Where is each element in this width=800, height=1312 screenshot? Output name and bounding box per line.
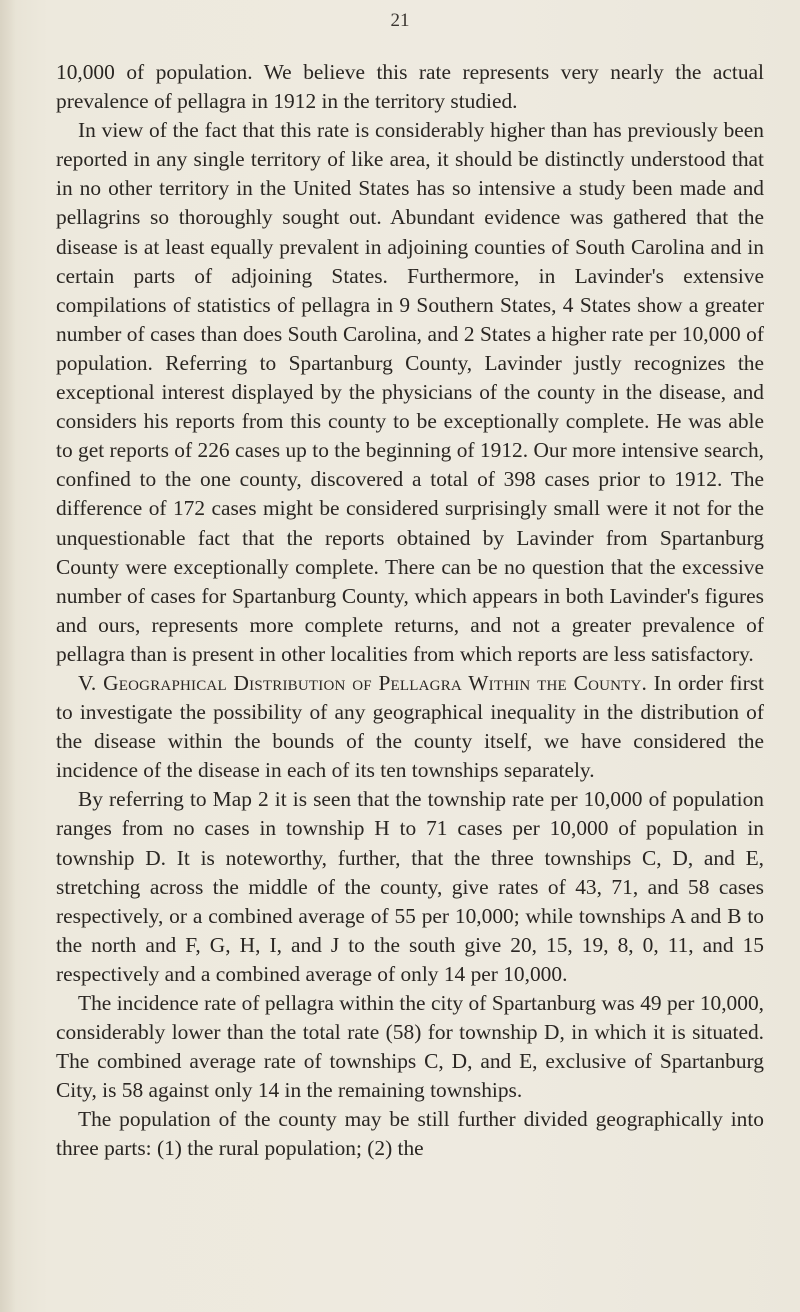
paragraph-2: In view of the fact that this rate is considerably higher than has previously been reported in any single territory of like area, it should be distinctly understood that in no other territory in the United States has so intensive a study been made and pellagrins so thoroughly sought out. Abundant evidence was gathered that the disease is at least equally prevalent in adjoining counties of South Carolina and in certain parts of adjoining States. Furthermore, in Lavinder's extensive compilations of statistics of pellagra in 9 Southern States, 4 States show a greater number of cases than does South Carolina, and 2 States a higher rate per 10,000 of population. Referring to Spartanburg County, Lavinder justly recognizes the exceptional interest displayed by the physicians of the county in the disease, and considers his reports from this county to be exceptionally complete. He was able to get reports of 226 cases up to the beginning of 1912. Our more intensive search, confined to the one county, discovered a total of 398 cases prior to 1912. The difference of 172 cases might be considered surprisingly small were it not for the unquestionable fact that the reports obtained by Lavinder from Spartanburg County were exceptionally complete. There can be no question that the excessive number of cases for Spartanburg County, which appears in both Lavinder's figures and ours, represents more complete returns, and not a greater prevalence of pellagra than is present in other localities from which reports are less satisfactory.: [56, 118, 764, 666]
section-heading: V. Geographical Distribution of Pellagra Within the County.: [78, 670, 648, 695]
paragraph-city-rate: The incidence rate of pellagra within the city of Spartanburg was 49 per 10,000, considerably lower than the total rate (58) for township D, in which it is situated. The combined average rate of townships C, D, and E, exclusive of Spartanburg City, is 58 against only 14 in the remaining townships.: [56, 991, 764, 1103]
paragraph-population: The population of the county may be still further divided geographically into three parts: (1) the rural population; (2) the: [56, 1107, 764, 1161]
paragraph-1: 10,000 of population. We believe this rate represents very nearly the actual prevalence of pellagra in 1912 in the territory studied.: [56, 60, 764, 114]
paragraph-map-rates: By referring to Map 2 it is seen that the township rate per 10,000 of population ranges from no cases in township H to 71 cases per 10,000 of population in township D. It is noteworthy, further, that the three townships C, D, and E, stretching across the middle of the county, give rates of 43, 71, and 58 cases respectively, or a combined average of 55 per 10,000; while townships A and B to the north and F, G, H, I, and J to the south give 20, 15, 19, 8, 0, 11, and 15 respectively and a combined average of only 14 per 10,000.: [56, 787, 764, 986]
body-text: [56, 58, 764, 1164]
page-edge-shadow: [0, 0, 16, 1312]
section-paragraph: [56, 669, 764, 785]
page-number: 21: [390, 10, 410, 31]
section-lead: In order first to investigate the possibility of any geographical inequality in the distribution of the disease within the bounds of the county itself, we have considered the incidence of the disease in each of its ten townships separately.: [56, 670, 764, 783]
